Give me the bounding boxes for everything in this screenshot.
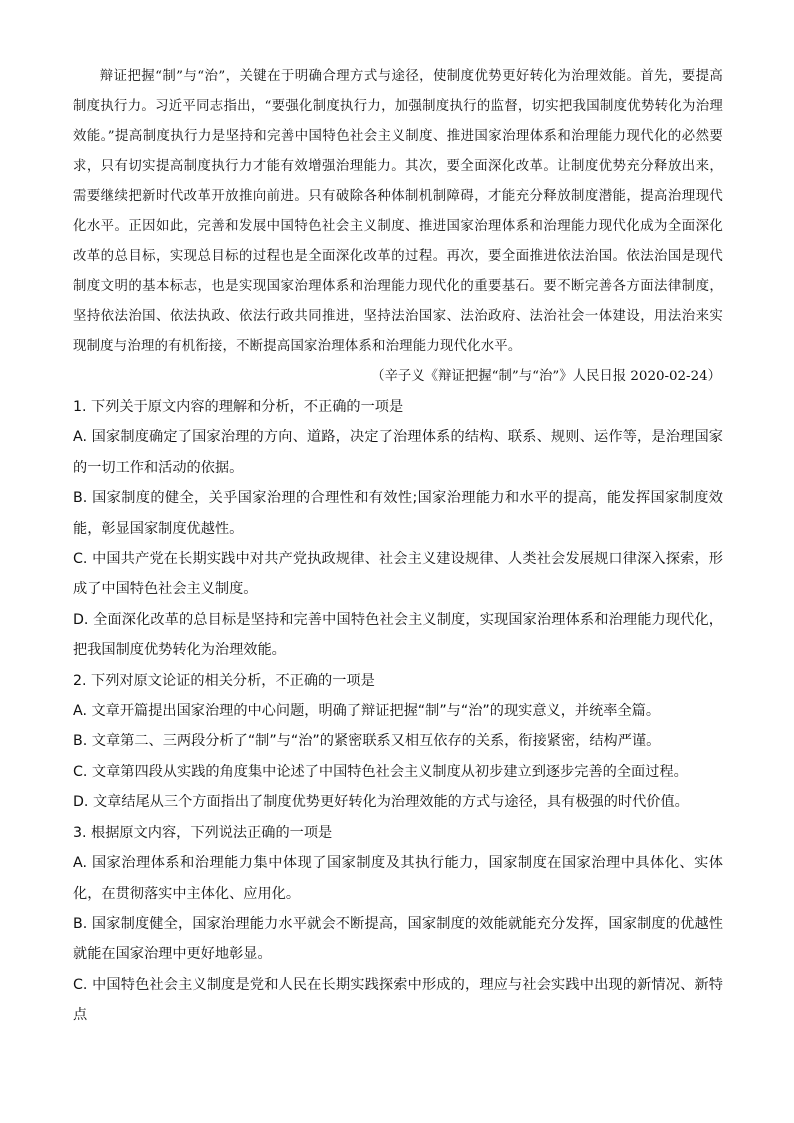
question-2	[73, 666, 723, 818]
question-stem: 1. 下列关于原文内容的理解和分析，不正确的一项是	[73, 399, 404, 415]
option-d: D. 文章结尾从三个方面指出了制度优势更好转化为治理效能的方式与途径，具有极强的时代价值。	[73, 794, 689, 811]
option-b: B. 国家制度的健全，关乎国家治理的合理性和有效性;国家治理能力和水平的提高，能发挥国家制度效能，彰显国家制度优越性。	[73, 490, 723, 537]
option-c: C. 中国共产党在长期实践中对共产党执政规律、社会主义建设规律、人类社会发展规口律深入探索，形成了中国特色社会主义制度。	[73, 551, 723, 598]
option-a: A. 国家制度确定了国家治理的方向、道路，决定了治理体系的结构、联系、规则、运作等，是治理国家的一切工作和活动的依据。	[73, 429, 723, 476]
question-3	[73, 818, 723, 1031]
question-stem: 2. 下列对原文论证的相关分析，不正确的一项是	[73, 672, 375, 689]
document-page	[73, 62, 723, 1031]
option-a: A. 国家治理体系和治理能力集中体现了国家制度及其执行能力，国家制度在国家治理中具体化、实体化，在贯彻落实中主体化、应用化。	[73, 855, 723, 902]
passage-citation: （辛子义《辩证把握“制”与“治”》人民日报 2020-02-24）	[371, 369, 721, 384]
option-d: D. 全面深化改革的总目标是坚持和完善中国特色社会主义制度，实现国家治理体系和治理能力现代化，把我国制度优势转化为治理效能。	[73, 611, 723, 659]
question-stem: 3. 根据原文内容，下列说法正确的一项是	[73, 824, 333, 841]
passage-paragraph: 辩证把握“制”与“治”，关键在于明确合理方式与途径，使制度优势更好转化为治理效能。首先，要提高制度执行力。习近平同志指出，“要强化制度执行力，加强制度执行的监督，切实把我国制度优势转化为治理效能。”提高制度执行力是坚持和完善中国特色社会主义制度、推进国家治理体系和治理能力现代化的必然要求，只有切实提高制度执行力才能有效增强治理能力。其次，要全面深化改革。让制度优势充分释放出来，需要继续把新时代改革开放推向前进。只有破除各种体制机制障碍，才能充分释放制度潜能，提高治理现代化水平。正因如此，完善和发展中国特色社会主义制度、推进国家治理体系和治理能力现代化成为全面深化改革的总目标，实现总目标的过程也是全面深化改革的过程。再次，要全面推进依法治国。依法治国是现代制度文明的基本标志，也是实现国家治理体系和治理能力现代化的重要基石。要不断完善各方面法律制度，坚持依法治国、依法执政、依法行政共同推进，坚持法治国家、法治政府、法治社会一体建设，用法治来实现制度与治理的有机衔接，不断提高国家治理体系和治理能力现代化水平。	[73, 69, 723, 354]
question-list	[73, 392, 723, 1031]
option-b: B. 国家制度健全，国家治理能力水平就会不断提高，国家制度的效能就能充分发挥，国家制度的优越性就能在国家治理中更好地彰显。	[73, 915, 723, 963]
option-a: A. 文章开篇提出国家治理的中心问题，明确了辩证把握“制”与“治”的现实意义，并统率全篇。	[73, 703, 661, 720]
option-b: B. 文章第二、三两段分析了“制”与“治”的紧密联系又相互依存的关系，衔接紧密，结构严谨。	[73, 733, 661, 750]
option-c: C. 中国特色社会主义制度是党和人民在长期实践探索中形成的，理应与社会实践中出现的新情况、新特点	[73, 976, 723, 1024]
question-1	[73, 392, 723, 666]
option-c: C. 文章第四段从实践的角度集中论述了中国特色社会主义制度从初步建立到逐步完善的全面过程。	[73, 763, 688, 780]
